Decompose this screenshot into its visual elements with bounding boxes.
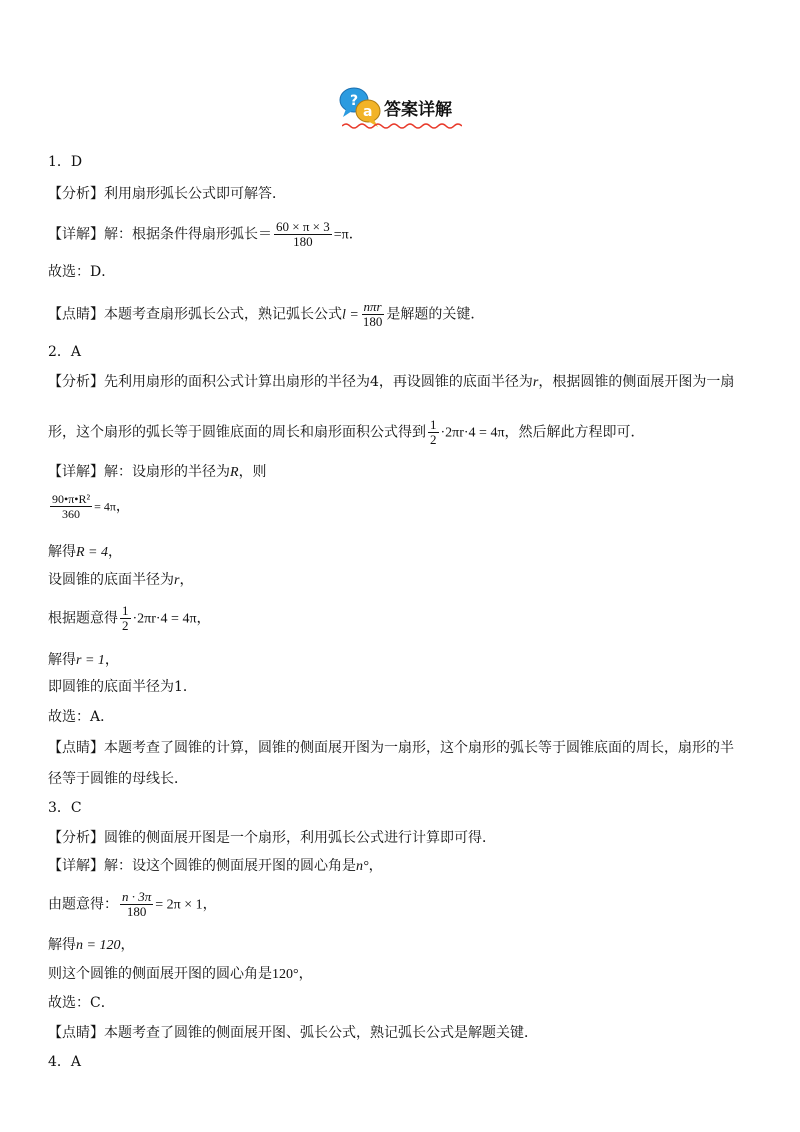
q2-solve-R: 解得R = 4， bbox=[48, 544, 122, 560]
q2-comment-line1: 【点睛】本题考查了圆锥的计算，圆锥的侧面展开图为一扇形，这个扇形的弧长等于圆锥底面的周长，扇形的半 bbox=[48, 740, 734, 756]
q1-comment: 【点睛】本题考查扇形弧长公式，熟记弧长公式l = $\frac{\text{nπr}}{180}$ 是解题的关键． bbox=[48, 299, 485, 329]
q2-half-fraction-2: $\frac{1}{2}$ bbox=[122, 603, 129, 633]
q3-choose: 故选：C． bbox=[48, 995, 115, 1011]
page-title: 答案详解 bbox=[384, 99, 452, 120]
q3-then: 则这个圆锥的侧面展开图的圆心角是120°， bbox=[48, 966, 313, 982]
q2-half-fraction: $\frac{1}{2}$ bbox=[430, 417, 437, 447]
q2-choose: 故选：A． bbox=[48, 709, 115, 725]
q2-analysis-line2: 形，这个扇形的弧长等于圆锥底面的周长和扇形面积公式得到 $\frac{1}{2}$ ·2πr·4 = 4π，然后解此方程即可． bbox=[48, 417, 645, 447]
svg-text:?: ? bbox=[350, 93, 359, 109]
wavy-underline bbox=[342, 122, 462, 130]
q1-comment-fraction: $\frac{\text{nπr}}{180}$ bbox=[362, 299, 383, 329]
q2-equation1: $\frac{\text{90•π•R²}}{360}$ = 4π， bbox=[52, 492, 130, 521]
q2-conclusion: 即圆锥的底面半径为1． bbox=[48, 679, 197, 695]
q3-equation: 由题意得： $\frac{n \cdot 3\pi}{180}$ = 2π × 1， bbox=[48, 889, 217, 919]
q3-analysis: 【分析】圆锥的侧面展开图是一个扇形，利用弧长公式进行计算即可得． bbox=[48, 830, 496, 846]
q1-fraction: $\frac{60 \times \pi \times 3}{180}$ bbox=[276, 219, 330, 249]
q3-fraction: $\frac{n \cdot 3\pi}{180}$ bbox=[122, 889, 152, 919]
q1-analysis: 【分析】利用扇形弧长公式即可解答． bbox=[48, 186, 286, 202]
q3-comment: 【点睛】本题考查了圆锥的侧面展开图、弧长公式，熟记弧长公式是解题关键． bbox=[48, 1025, 538, 1041]
q1-detail: 【详解】解：根据条件得扇形弧长＝ $\frac{60 \times \pi \times 3}{180}$ =π． bbox=[48, 219, 363, 249]
q2-by-question: 根据题意得 $\frac{1}{2}$ ·2πr·4 = 4π， bbox=[48, 603, 211, 633]
svg-text:a: a bbox=[363, 104, 373, 120]
q1-choose: 故选：D． bbox=[48, 264, 116, 280]
q2-eq1-fraction: $\frac{\text{90•π•R²}}{360}$ bbox=[52, 492, 91, 521]
q2-analysis-line1: 【分析】先利用扇形的面积公式计算出扇形的半径为4，再设圆锥的底面半径为r，根据圆锥的侧面展开图为一扇 bbox=[48, 374, 735, 390]
q2-detail: 【详解】解：设扇形的半径为R，则 bbox=[48, 464, 267, 480]
q1-answer: 1．D bbox=[48, 154, 83, 170]
q2-answer: 2．A bbox=[48, 344, 82, 360]
q2-comment-line2: 径等于圆锥的母线长． bbox=[48, 771, 188, 787]
q2-set-r: 设圆锥的底面半径为r， bbox=[48, 572, 194, 588]
q4-answer: 4．A bbox=[48, 1054, 82, 1070]
q3-solve: 解得n = 120， bbox=[48, 937, 135, 953]
q2-solve-r: 解得r = 1， bbox=[48, 652, 119, 668]
q3-answer: 3．C bbox=[48, 800, 82, 816]
q3-detail: 【详解】解：设这个圆锥的侧面展开图的圆心角是n°， bbox=[48, 858, 383, 874]
